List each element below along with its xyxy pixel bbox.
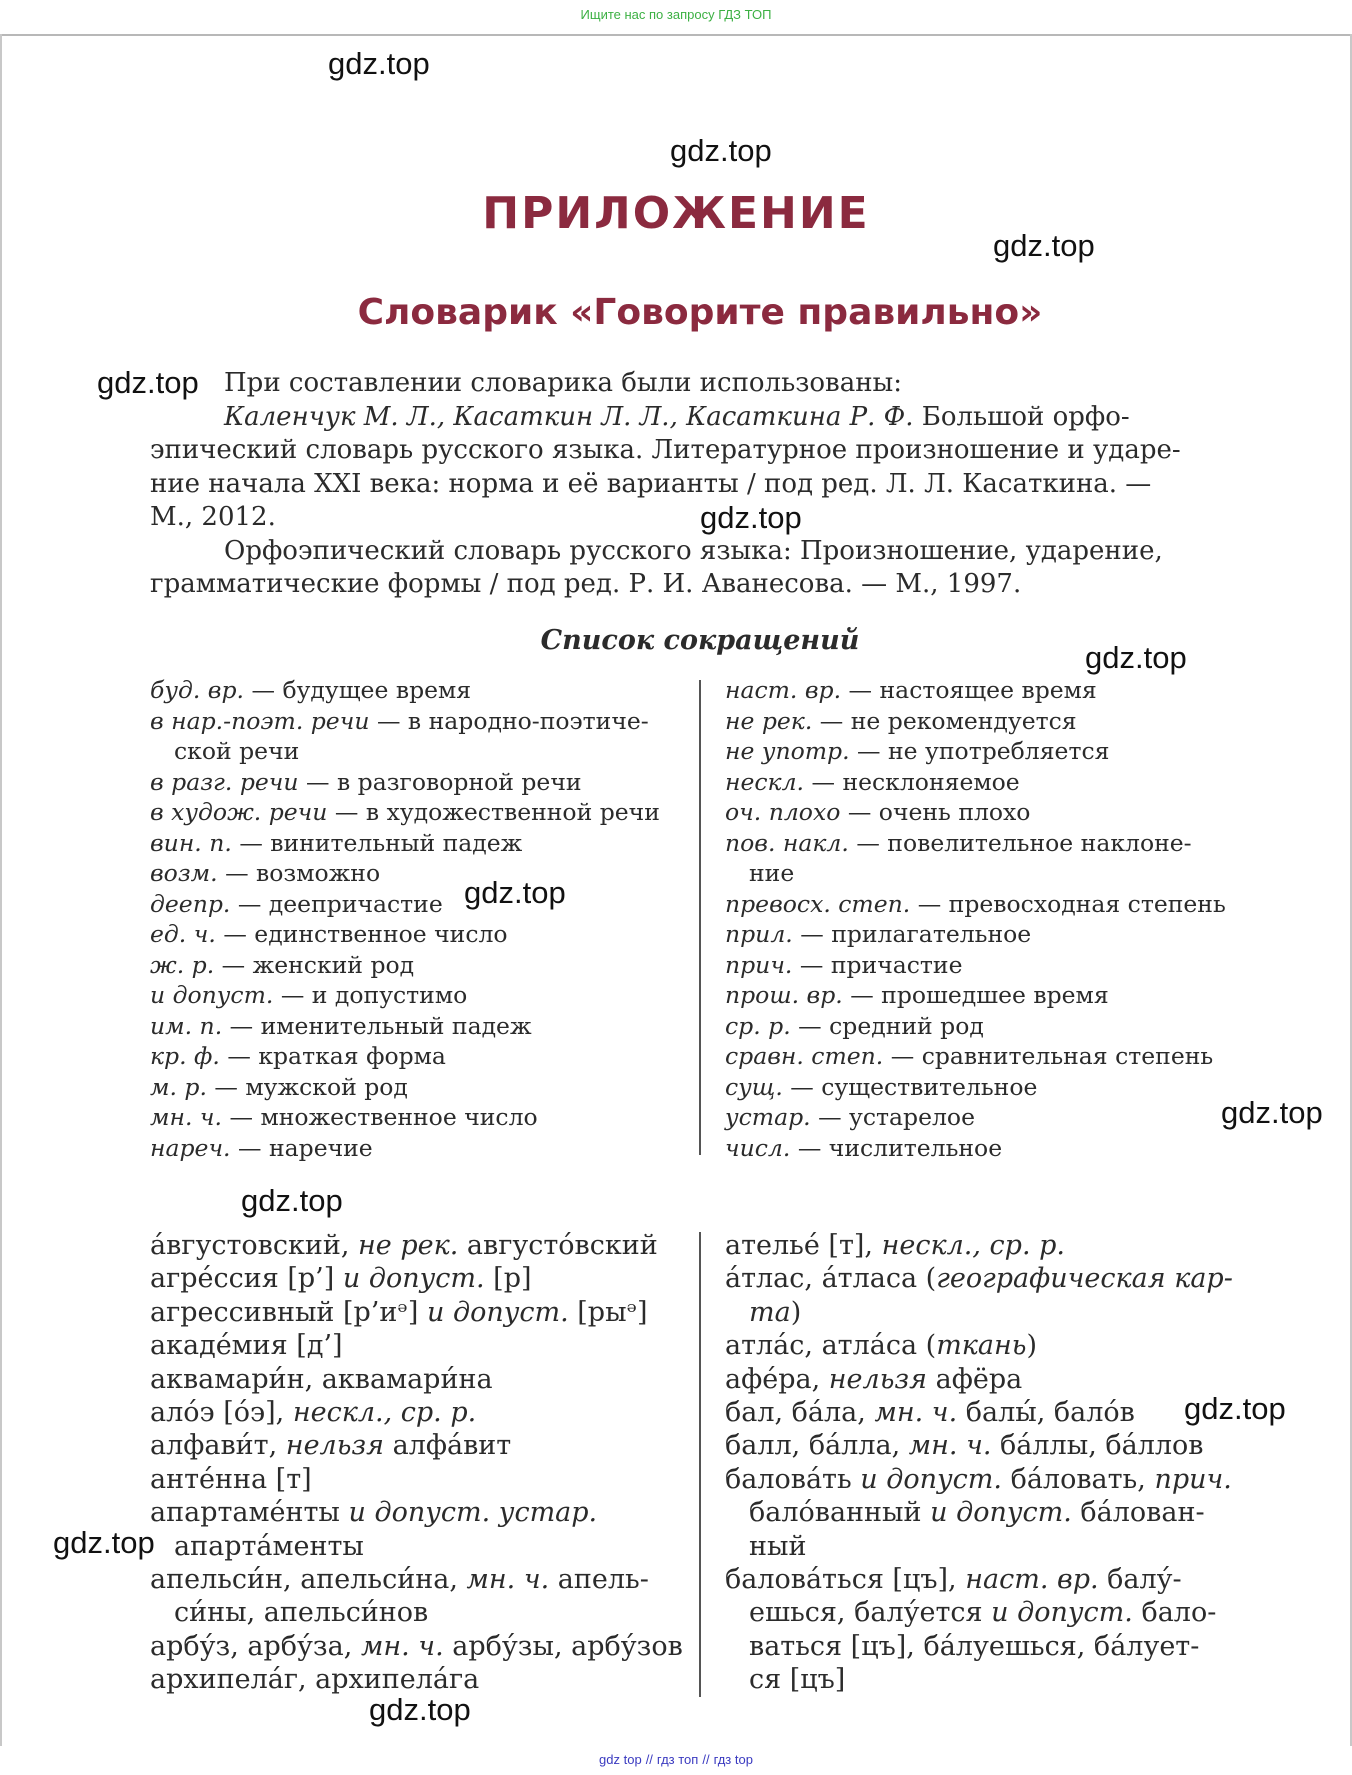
dictionary-word: ваться [цъ], ба́луешься, ба́лует- — [749, 1630, 1200, 1662]
dictionary-note: мн. ч. — [466, 1563, 550, 1595]
dictionary-entry — [150, 1229, 683, 1262]
dictionary-note: мн. ч. — [360, 1630, 444, 1662]
footer-link[interactable]: гдз top — [713, 1752, 753, 1767]
abbreviation-entry — [150, 797, 660, 828]
dictionary-note: нельзя — [285, 1430, 385, 1462]
dictionary-entry — [725, 1630, 1233, 1663]
dictionary-word: аквамари́н, аквамари́на — [150, 1363, 493, 1395]
watermark: gdz.top — [1085, 640, 1187, 675]
dictionary-entry — [725, 1429, 1233, 1462]
abbreviation: и допуст. — [150, 981, 274, 1009]
dictionary-note: географическая кар- — [936, 1263, 1233, 1295]
abbreviation: нескл. — [725, 767, 805, 796]
dictionary-entry — [725, 1596, 1233, 1629]
dictionary-word: а́вгустовский, — [150, 1230, 358, 1261]
intro-line: эпический словарь русского языка. Литературное произношение и ударе- — [150, 435, 1181, 465]
abbreviation-entry — [150, 1102, 660, 1133]
watermark: gdz.top — [369, 1692, 471, 1727]
dictionary-word: ) — [1026, 1330, 1038, 1362]
dictionary-word: балл, ба́лла, — [725, 1430, 909, 1462]
page-subtitle: Словарик «Говорите правильно» — [357, 292, 1043, 333]
abbreviation: прил. — [725, 920, 793, 948]
abbreviation-meaning: — единственное число — [215, 920, 508, 948]
dictionary-word: балу́- — [1098, 1563, 1182, 1595]
abbreviation-entry — [725, 1102, 1226, 1133]
dictionary-word: ба́ловать, — [1001, 1463, 1155, 1495]
abbreviation: возм. — [150, 859, 218, 887]
link-separator: // — [702, 1752, 710, 1767]
dictionary-entry — [150, 1596, 683, 1629]
abbreviation-meaning: — не рекомендуется — [812, 706, 1077, 735]
watermark: gdz.top — [1184, 1391, 1286, 1426]
abbreviation: сущ. — [725, 1072, 783, 1101]
abbreviation-meaning: — средний род — [790, 1011, 984, 1040]
intro-line: Орфоэпический словарь русского языка: Произношение, ударение, — [224, 535, 1163, 566]
dictionary-word: августо́вский — [458, 1230, 658, 1261]
watermark: gdz.top — [700, 500, 802, 535]
dictionary-note: ткань — [936, 1330, 1027, 1362]
abbreviation: устар. — [725, 1103, 811, 1131]
footer-link[interactable]: gdz top — [599, 1752, 642, 1767]
abbreviation-meaning: — не употребляется — [849, 737, 1110, 765]
abbreviation-meaning: — будущее время — [244, 676, 472, 704]
abbreviation-meaning: — именительный падеж — [222, 1011, 532, 1040]
abbreviation-entry — [150, 858, 660, 889]
intro-line: грамматические формы / под ред. Р. И. Аванесова. — М., 1997. — [150, 569, 1022, 599]
watermark: gdz.top — [1221, 1095, 1323, 1130]
dictionary-word: апельси́н, апельси́на, — [150, 1563, 467, 1595]
intro-line: М., 2012. — [150, 502, 276, 532]
abbreviation-meaning: — возможно — [217, 859, 381, 887]
abbreviation-entry — [725, 706, 1226, 737]
abbreviation-meaning: — множественное число — [222, 1103, 538, 1131]
abbreviation-meaning: — в народно-поэтиче- — [369, 706, 649, 735]
dictionary-word: [р] — [484, 1263, 532, 1295]
abbreviation-meaning: — мужской род — [206, 1072, 408, 1101]
top-banner-text: Ищите нас по запросу ГДЗ ТОП — [580, 7, 772, 22]
dictionary-word: ный — [749, 1530, 807, 1562]
dictionary-entry — [725, 1463, 1233, 1496]
column-divider — [699, 680, 701, 1155]
abbreviation: в нар.-поэт. речи — [150, 706, 370, 735]
dictionary-entry — [725, 1363, 1233, 1396]
abbreviation-entry — [150, 919, 660, 950]
dictionary-entry — [725, 1663, 1233, 1696]
dictionary-word: апарта́менты — [174, 1530, 364, 1562]
dictionary-word: алфа́вит — [384, 1430, 512, 1462]
dictionary-entry — [725, 1496, 1233, 1529]
abbreviations-right-column — [725, 675, 1226, 1163]
dictionary-entry — [725, 1530, 1233, 1563]
abbreviation-meaning: — в разговорной речи — [298, 767, 582, 796]
dictionary-word: а́тлас, а́тласа ( — [725, 1263, 937, 1295]
abbreviation-meaning: — прилагательное — [792, 920, 1032, 948]
dictionary-word: акаде́мия [д’] — [150, 1330, 343, 1362]
intro-block — [150, 367, 1250, 602]
abbreviation: прич. — [725, 950, 793, 979]
abbreviation-meaning: — настоящее время — [841, 676, 1097, 704]
abbreviation-entry — [725, 1011, 1226, 1042]
dictionary-entry — [150, 1663, 683, 1696]
abbreviation: оч. плохо — [725, 798, 841, 826]
intro-authors: Каленчук М. Л., Касаткин Л. Л., Касаткина Р. Ф. — [224, 401, 914, 432]
abbreviation-meaning: ние — [749, 859, 795, 887]
abbreviation: прош. вр. — [725, 981, 843, 1009]
abbreviation-meaning: — устарелое — [810, 1103, 975, 1131]
dictionary-entry — [150, 1496, 683, 1529]
dictionary-word: апартаме́нты — [150, 1497, 349, 1529]
dictionary-word: балы́, бало́в — [957, 1396, 1135, 1428]
dictionary-note: и допуст. — [991, 1597, 1133, 1629]
dictionary-word: архипела́г, архипела́га — [150, 1664, 480, 1696]
dictionary-word: атла́с, атла́са ( — [725, 1330, 937, 1362]
dictionary-word: ба́лован- — [1071, 1497, 1205, 1529]
abbreviation-meaning: — превосходная степень — [910, 889, 1226, 918]
dictionary-note: нельзя — [828, 1363, 928, 1395]
dictionary-note: наст. вр. — [965, 1563, 1099, 1595]
dictionary-word: ешься, балу́ется — [749, 1597, 992, 1629]
abbreviation-entry — [150, 950, 660, 981]
abbreviation: нареч. — [150, 1133, 231, 1162]
dictionary-right-column — [725, 1229, 1233, 1696]
abbreviation: деепр. — [150, 889, 231, 918]
abbreviation: не употр. — [725, 737, 850, 765]
dictionary-note: нескл., ср. р. — [881, 1230, 1065, 1261]
column-divider — [699, 1232, 701, 1697]
abbreviation: наст. вр. — [725, 676, 842, 704]
dictionary-note: прич. — [1154, 1463, 1232, 1495]
abbreviation: кр. ф. — [150, 1042, 220, 1070]
dictionary-word: ба́ллы, ба́ллов — [991, 1430, 1204, 1462]
dictionary-word: алфави́т, — [150, 1430, 286, 1462]
dictionary-note: и допуст. — [860, 1463, 1002, 1495]
abbreviation-entry — [150, 706, 660, 737]
dictionary-word: арбу́з, арбу́за, — [150, 1630, 361, 1662]
abbreviation-entry — [725, 1072, 1226, 1103]
abbreviation-entry — [725, 675, 1226, 706]
dictionary-entry — [150, 1262, 683, 1295]
dictionary-word: [рыᵊ] — [568, 1296, 648, 1328]
dictionary-word: си́ны, апельси́нов — [174, 1597, 429, 1629]
dictionary-entry — [725, 1563, 1233, 1596]
abbreviation-meaning: — очень плохо — [840, 798, 1031, 826]
dictionary-left-column — [150, 1229, 683, 1696]
abbreviation-entry — [150, 1072, 660, 1103]
abbreviation-meaning: — в художественной речи — [327, 798, 660, 826]
dictionary-word: арбу́зы, арбу́зов — [443, 1630, 683, 1662]
abbreviation-meaning: — деепричастие — [230, 889, 443, 918]
dictionary-word: балова́ться [цъ], — [725, 1563, 966, 1595]
abbreviation: им. п. — [150, 1011, 223, 1040]
abbreviation-entry — [725, 736, 1226, 767]
dictionary-entry — [150, 1363, 683, 1396]
abbreviation-meaning: — прошедшее время — [842, 981, 1109, 1009]
abbreviation-entry — [725, 950, 1226, 981]
abbreviation-meaning: — повелительное наклоне- — [848, 828, 1192, 857]
dictionary-word: балова́ть — [725, 1463, 861, 1495]
dictionary-entry — [150, 1463, 683, 1496]
abbreviation-entry — [725, 797, 1226, 828]
dictionary-word: апель- — [549, 1563, 649, 1595]
dictionary-word: бало- — [1132, 1597, 1217, 1629]
abbreviation: пов. накл. — [725, 828, 849, 857]
dictionary-entry — [725, 1296, 1233, 1329]
abbreviation-meaning: — существительное — [782, 1072, 1038, 1101]
abbreviation-entry — [725, 828, 1226, 859]
dictionary-entry — [150, 1396, 683, 1429]
dictionary-note: мн. ч. — [908, 1430, 992, 1462]
intro-line: При составлении словарика были использованы: — [224, 368, 902, 398]
dictionary-word: ся [цъ] — [749, 1664, 846, 1696]
page-title: ПРИЛОЖЕНИЕ — [482, 188, 870, 239]
dictionary-word: бало́ванный — [749, 1497, 931, 1529]
intro-line — [150, 401, 1250, 435]
abbreviation-entry — [150, 736, 660, 767]
dictionary-word: ало́э [о́э], — [150, 1396, 293, 1428]
dictionary-note: нескл., ср. р. — [292, 1396, 477, 1428]
dictionary-word: афе́ра, — [725, 1363, 829, 1395]
watermark: gdz.top — [53, 1525, 155, 1560]
abbreviation-meaning: — сравнительная степень — [883, 1042, 1214, 1070]
abbreviation-entry — [725, 980, 1226, 1011]
dictionary-note: не рек. — [358, 1230, 459, 1261]
dictionary-word: агре́ссия [р’] — [150, 1263, 343, 1295]
abbreviation-entry — [150, 889, 660, 920]
watermark: gdz.top — [464, 875, 566, 910]
abbreviation-entry — [150, 1041, 660, 1072]
abbreviation-meaning: — несклоняемое — [804, 767, 1020, 796]
dictionary-entry — [725, 1396, 1233, 1429]
dictionary-note: и допуст. — [342, 1263, 485, 1295]
abbreviation-entry — [725, 1041, 1226, 1072]
abbreviation-entry — [725, 889, 1226, 920]
abbreviation: в худож. речи — [150, 798, 328, 826]
watermark: gdz.top — [97, 365, 199, 400]
abbreviation: ед. ч. — [150, 920, 216, 948]
abbreviation-entry — [150, 767, 660, 798]
abbreviation: м. р. — [150, 1072, 207, 1101]
link-separator: // — [645, 1752, 653, 1767]
abbreviation-meaning: — женский род — [214, 950, 415, 979]
abbreviation-entry — [150, 980, 660, 1011]
dictionary-entry — [150, 1563, 683, 1596]
abbreviation-meaning: — наречие — [230, 1133, 373, 1162]
abbreviation-entry — [150, 828, 660, 859]
abbreviation: сравн. степ. — [725, 1042, 884, 1070]
dictionary-note: и допуст. устар. — [348, 1497, 598, 1529]
watermark: gdz.top — [993, 228, 1095, 263]
abbreviation-entry — [725, 1133, 1226, 1164]
dictionary-word: агрессивный [р’иᵊ] — [150, 1296, 427, 1328]
abbreviation-meaning: ской речи — [174, 737, 300, 765]
watermark: gdz.top — [328, 46, 430, 81]
abbreviation-entry — [150, 1011, 660, 1042]
abbreviation-meaning: — краткая форма — [219, 1042, 446, 1070]
abbreviation-meaning: — числительное — [790, 1133, 1003, 1162]
abbreviation-entry — [150, 1133, 660, 1164]
abbreviation: ж. р. — [150, 950, 215, 979]
dictionary-word: ателье́ [т], — [725, 1230, 882, 1261]
dictionary-note: та — [749, 1296, 791, 1328]
dictionary-entry — [150, 1530, 683, 1563]
abbreviation-entry — [725, 767, 1226, 798]
dictionary-word: анте́нна [т] — [150, 1463, 312, 1495]
dictionary-entry — [725, 1229, 1233, 1262]
abbreviations-left-column — [150, 675, 660, 1163]
dictionary-entry — [150, 1429, 683, 1462]
watermark: gdz.top — [670, 133, 772, 168]
abbreviation: мн. ч. — [150, 1103, 222, 1131]
abbreviation: в разг. речи — [150, 767, 299, 796]
bottom-links — [0, 1752, 1352, 1767]
abbreviation-meaning: — причастие — [792, 950, 963, 979]
dictionary-entry — [150, 1329, 683, 1362]
intro-line: ние начала XXI века: норма и её варианты / под ред. Л. Л. Касаткина. — — [150, 468, 1152, 499]
dictionary-entry — [150, 1630, 683, 1663]
dictionary-word: ) — [790, 1296, 802, 1328]
abbreviation: не рек. — [725, 706, 813, 735]
abbreviation: буд. вр. — [150, 676, 244, 704]
dictionary-entry — [725, 1329, 1233, 1362]
dictionary-note: мн. ч. — [874, 1396, 958, 1428]
abbreviation-entry — [150, 675, 660, 706]
abbreviation: вин. п. — [150, 828, 232, 857]
frame-left-border — [0, 34, 2, 1746]
dictionary-entry — [725, 1262, 1233, 1295]
abbreviation-meaning: — и допустимо — [273, 981, 468, 1009]
abbreviation: превосх. степ. — [725, 889, 911, 918]
abbreviation-entry — [725, 858, 1226, 889]
abbreviation: числ. — [725, 1133, 791, 1162]
intro-text: Большой орфо- — [913, 401, 1130, 432]
dictionary-note: и допуст. — [930, 1497, 1072, 1529]
abbreviation-entry — [725, 919, 1226, 950]
dictionary-word: бал, ба́ла, — [725, 1396, 875, 1428]
abbreviation: ср. р. — [725, 1011, 791, 1040]
dictionary-word: афёра — [927, 1363, 1023, 1395]
abbreviations-heading: Список сокращений — [540, 625, 860, 656]
footer-link[interactable]: гдз топ — [656, 1752, 699, 1767]
dictionary-note: и допуст. — [426, 1296, 569, 1328]
watermark: gdz.top — [241, 1183, 343, 1218]
top-banner — [0, 0, 1352, 36]
dictionary-entry — [150, 1296, 683, 1329]
abbreviation-meaning: — винительный падеж — [231, 828, 523, 857]
